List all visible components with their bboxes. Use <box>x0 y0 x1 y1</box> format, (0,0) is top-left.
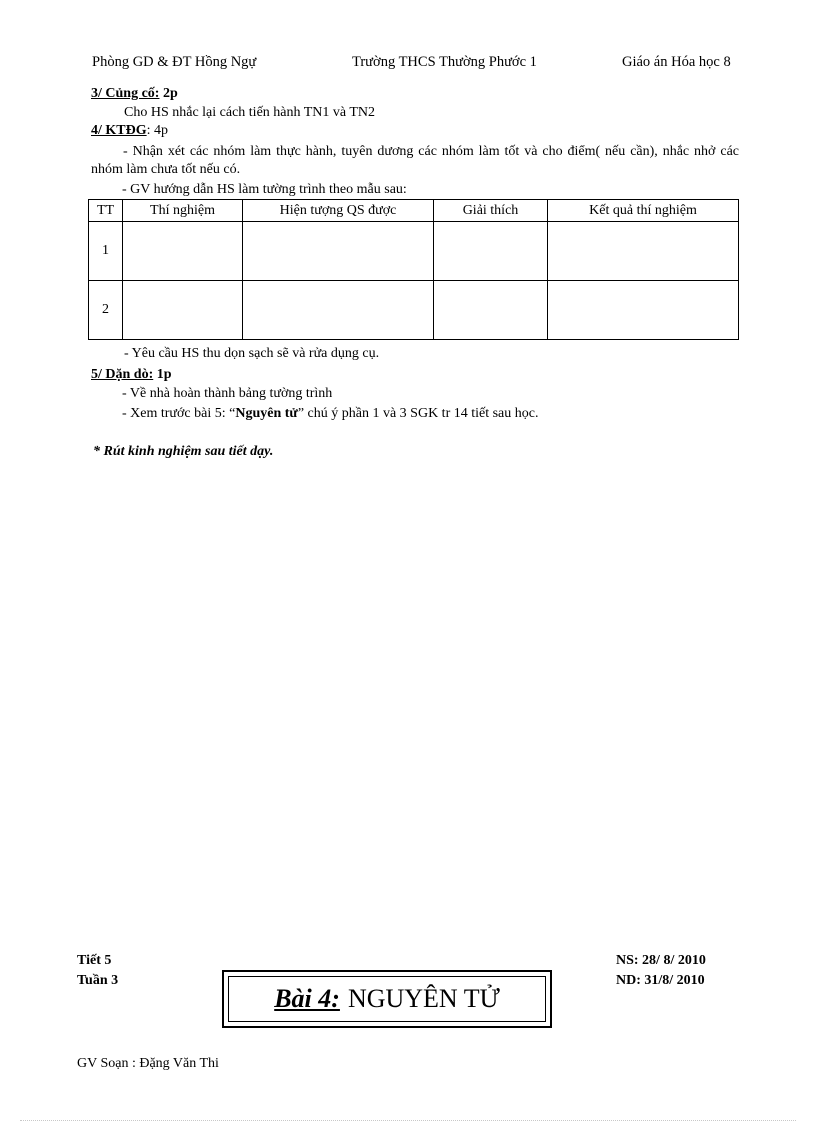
section-4-heading: 4/ KTĐG <box>91 123 147 138</box>
lesson-title-inner <box>228 976 546 1022</box>
table-cell <box>243 281 434 340</box>
section-5-line-1: - Về nhà hoàn thành bảng tường trình <box>122 386 333 401</box>
header-right: Giáo án Hóa học 8 <box>622 54 731 70</box>
table-row <box>89 222 739 281</box>
header-center: Trường THCS Thường Phước 1 <box>352 54 537 70</box>
table-cell <box>548 222 739 281</box>
section-5-heading-line <box>91 366 816 384</box>
lesson-title-box <box>222 970 552 1028</box>
table-header-cell: TT <box>89 200 123 222</box>
table-row <box>89 281 739 340</box>
table-header-cell: Kết quả thí nghiệm <box>548 200 739 222</box>
table-cell <box>434 222 548 281</box>
table-cell <box>123 281 243 340</box>
footer-tuan: Tuần 3 <box>77 973 119 988</box>
header-left: Phòng GD & ĐT Hồng Ngự <box>92 54 257 70</box>
table-cell-index: 2 <box>89 281 123 340</box>
lesson-title-prefix: Bài 4: <box>274 984 340 1013</box>
table-cell <box>243 222 434 281</box>
section-3-text: Cho HS nhắc lại cách tiến hành TN1 và TN2 <box>124 105 376 120</box>
table-header-cell: Hiện tượng QS được <box>243 200 434 222</box>
section-5-line-2-post: ” chú ý phần 1 và 3 SGK tr 14 tiết sau học. <box>297 406 539 421</box>
table-header-cell: Giải thích <box>434 200 548 222</box>
section-5-line-2-pre: - Xem trước bài 5: “ <box>122 406 236 421</box>
footer-ns: NS: 28/ 8/ 2010 <box>616 953 706 968</box>
section-4-time: : 4p <box>146 123 169 138</box>
report-table <box>88 199 739 340</box>
section-4-heading-line <box>91 122 816 140</box>
author-line: GV Soạn : Đặng Văn Thi <box>77 1056 219 1071</box>
footer-tiet: Tiết 5 <box>77 953 112 968</box>
footer-nd: ND: 31/8/ 2010 <box>616 973 705 988</box>
page-bottom-divider <box>20 1120 796 1121</box>
section-4-para-2: - GV hướng dẫn HS làm tường trình theo mẫu sau: <box>122 182 407 197</box>
section-5-time: 1p <box>156 367 172 382</box>
lesson-title: NGUYÊN TỬ <box>347 984 500 1013</box>
table-cell <box>123 222 243 281</box>
lesson-name: Nguyên tử <box>235 406 298 421</box>
table-cell-index: 1 <box>89 222 123 281</box>
table-header-cell: Thí nghiệm <box>123 200 243 222</box>
review-note: * Rút kinh nghiệm sau tiết dạy. <box>93 444 274 459</box>
table-cell <box>548 281 739 340</box>
section-3-heading: 3/ Củng cố: <box>91 86 160 101</box>
section-5-heading: 5/ Dặn dò: <box>91 367 154 382</box>
table-cell <box>434 281 548 340</box>
table-header-row <box>89 200 739 222</box>
section-5-line-2 <box>122 405 816 423</box>
section-3-time: 2p <box>162 86 178 101</box>
section-4-para-1: - Nhận xét các nhóm làm thực hành, tuyên dương các nhóm làm tốt và cho điểm( nếu cần), nhắc nhở các nhóm làm chưa tốt nếu có. <box>91 144 739 177</box>
section-3-heading-line <box>91 85 816 103</box>
after-table-text: - Yêu cầu HS thu dọn sạch sẽ và rửa dụng cụ. <box>124 346 380 361</box>
